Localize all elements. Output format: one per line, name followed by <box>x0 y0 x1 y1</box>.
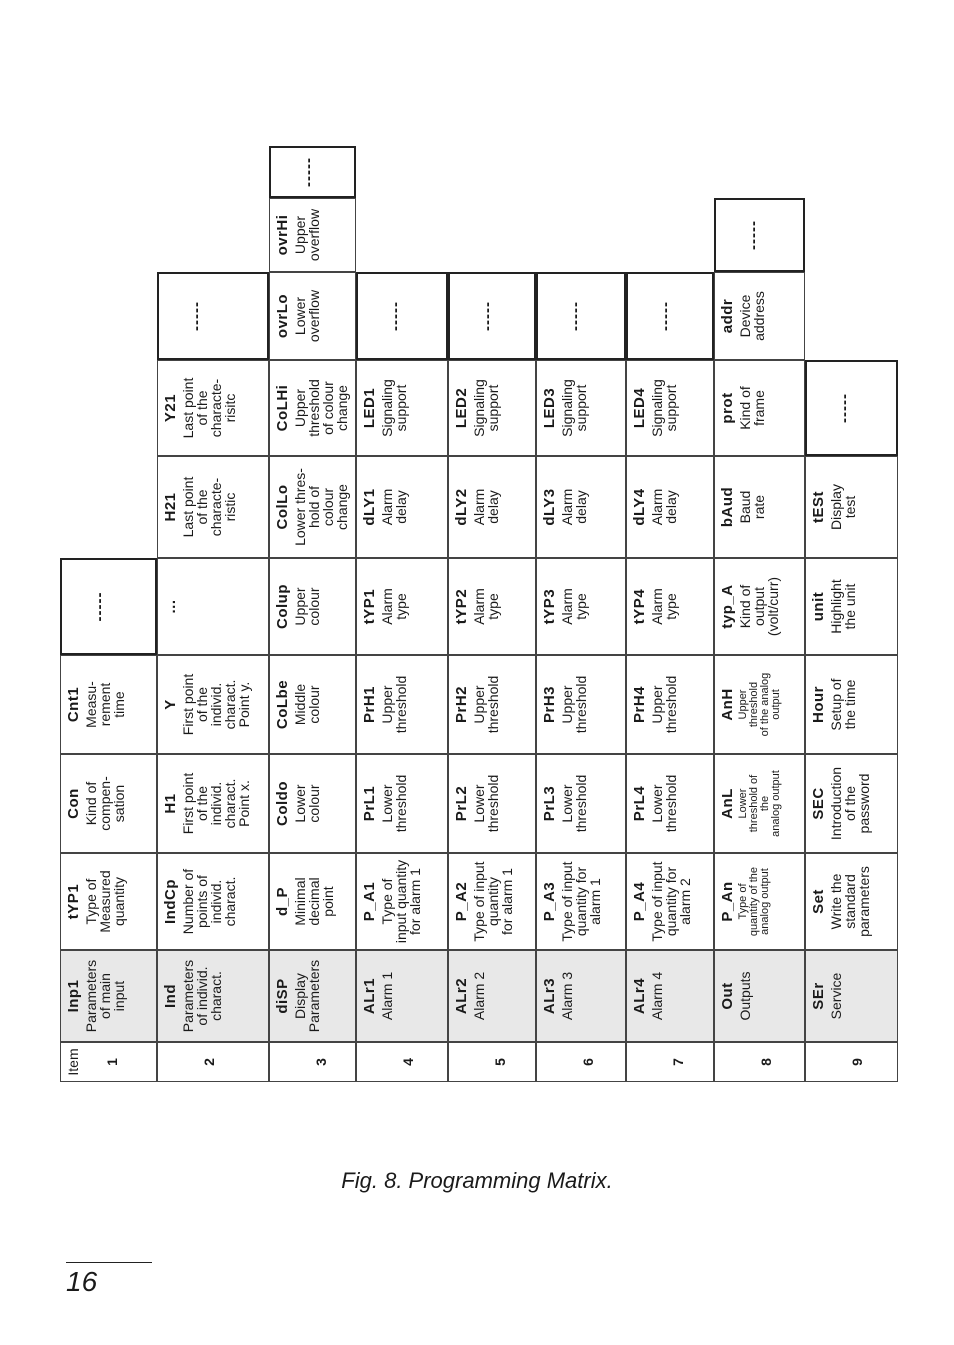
parameter-cell <box>626 360 714 456</box>
item-number: 5 <box>492 1058 508 1066</box>
parameter-code: ColLo <box>274 484 291 530</box>
parameter-cell <box>157 558 269 655</box>
parameter-description: Alarm type <box>559 588 589 625</box>
parameter-code: SEr <box>810 982 827 1010</box>
parameter-cell <box>269 558 356 655</box>
parameter-description: Upper threshold of colour change <box>292 379 350 437</box>
menu-group-cell <box>269 950 356 1042</box>
parameter-code: tYP4 <box>631 588 648 625</box>
empty-cell <box>269 146 356 198</box>
parameter-code: Colup <box>274 584 291 629</box>
parameter-description: Lower threshold <box>471 774 501 833</box>
parameter-description: Upper threshold <box>379 675 409 734</box>
parameter-description: Alarm delay <box>649 488 679 526</box>
parameter-cell <box>536 558 626 655</box>
parameter-description: First point of the individ. charact. Point y. <box>180 673 252 736</box>
parameter-code: P_A2 <box>453 881 470 922</box>
parameter-cell <box>714 360 805 456</box>
parameter-cell <box>805 558 898 655</box>
parameter-cell <box>157 754 269 853</box>
parameter-description: Lower threshold <box>559 774 589 833</box>
parameter-code: tYP3 <box>541 588 558 625</box>
parameter-cell <box>269 360 356 456</box>
parameter-code: Set <box>810 889 827 914</box>
parameter-code: dLY3 <box>541 488 558 526</box>
parameter-code: ALr2 <box>453 977 470 1015</box>
parameter-cell <box>157 360 269 456</box>
parameter-code: Con <box>65 788 82 819</box>
parameter-code: P_A4 <box>631 881 648 922</box>
empty-cell <box>626 272 714 360</box>
empty-cell <box>60 558 157 655</box>
parameter-description: Lower threshold <box>649 774 679 833</box>
empty-marker: ----- <box>836 393 853 423</box>
parameter-description: Alarm delay <box>471 488 501 526</box>
parameter-cell <box>626 754 714 853</box>
item-number-cell <box>805 1042 898 1082</box>
parameter-code: ovrLo <box>274 293 291 339</box>
parameter-code: P_A3 <box>541 881 558 922</box>
parameter-code: bAud <box>719 486 736 528</box>
empty-cell <box>714 198 805 272</box>
empty-marker: ----- <box>387 301 404 331</box>
parameter-code: CoLHi <box>274 384 291 432</box>
menu-group-cell <box>536 950 626 1042</box>
parameter-cell <box>269 853 356 950</box>
parameter-description: Lower colour <box>292 784 322 823</box>
parameter-code: P_An <box>719 881 736 922</box>
parameter-code: AnH <box>719 688 736 721</box>
parameter-code: Y <box>162 699 179 710</box>
empty-marker: ----- <box>567 301 584 331</box>
parameter-cell <box>60 853 157 950</box>
parameter-code: Inp1 <box>65 979 82 1013</box>
parameter-cell <box>356 853 448 950</box>
item-number-cell <box>269 1042 356 1082</box>
parameter-code: ALr3 <box>541 977 558 1015</box>
item-number-cell <box>356 1042 448 1082</box>
parameter-code: ALr4 <box>631 977 648 1015</box>
parameter-description: Upper threshold of the analog output <box>737 672 782 737</box>
parameter-description: Introduction of the password <box>828 766 872 841</box>
empty-cell <box>157 272 269 360</box>
parameter-description: Upper threshold <box>559 675 589 734</box>
parameter-description: Upper threshold <box>649 675 679 734</box>
parameter-code: tYP1 <box>65 883 82 920</box>
parameter-code: Out <box>719 982 736 1010</box>
parameter-code: PrH4 <box>631 685 648 724</box>
menu-group-cell <box>714 950 805 1042</box>
parameter-code: Coldo <box>274 781 291 826</box>
item-number: 3 <box>313 1058 329 1066</box>
parameter-cell <box>356 655 448 754</box>
parameter-cell <box>269 655 356 754</box>
parameter-code: PrL1 <box>361 785 378 822</box>
menu-group-cell <box>356 950 448 1042</box>
parameter-cell <box>626 456 714 558</box>
menu-group-cell <box>448 950 536 1042</box>
parameter-cell <box>536 754 626 853</box>
parameter-cell <box>805 456 898 558</box>
parameter-code: dLY4 <box>631 488 648 526</box>
parameter-code: ALr1 <box>361 977 378 1015</box>
item-number: 4 <box>400 1058 416 1066</box>
parameter-code: d_P <box>274 887 291 917</box>
parameter-description: Alarm type <box>471 588 501 625</box>
empty-cell <box>805 360 898 456</box>
parameter-code: LED3 <box>541 387 558 429</box>
parameter-cell <box>269 754 356 853</box>
parameter-description: Type of input quantity for alarm 1 <box>379 859 423 944</box>
parameter-code: unit <box>810 591 827 622</box>
parameter-description: Type of input quantity for alarm 2 <box>649 861 693 942</box>
parameter-description: Upper threshold <box>471 675 501 734</box>
parameter-cell <box>626 655 714 754</box>
empty-marker: ----- <box>300 157 317 187</box>
empty-cell <box>536 272 626 360</box>
parameter-cell <box>626 853 714 950</box>
parameter-code: AnL <box>719 788 736 819</box>
parameter-cell <box>626 558 714 655</box>
parameter-cell <box>805 754 898 853</box>
item-number: 6 <box>580 1058 596 1066</box>
parameter-description: Display Parameters <box>292 959 322 1033</box>
parameter-cell <box>714 655 805 754</box>
page-number: 16 <box>66 1266 98 1297</box>
parameter-cell <box>448 360 536 456</box>
item-number: 9 <box>849 1058 865 1066</box>
parameter-cell <box>269 272 356 360</box>
parameter-cell <box>356 456 448 558</box>
parameter-code: Cnt1 <box>65 686 82 723</box>
parameter-cell <box>356 558 448 655</box>
parameter-code: IndCp <box>162 879 179 924</box>
item-number: 7 <box>670 1058 686 1066</box>
parameter-description: Type of quantity of the analog output <box>737 866 771 937</box>
item-number-cell <box>448 1042 536 1082</box>
parameter-cell <box>448 558 536 655</box>
parameter-description: Outputs <box>737 971 753 1021</box>
parameter-code: Hour <box>810 686 827 723</box>
empty-marker: ----- <box>91 591 108 622</box>
parameter-description: Type of input quantity for alarm 1 <box>471 861 515 942</box>
parameter-description: Parameters of main input <box>83 959 127 1033</box>
menu-group-cell <box>60 950 157 1042</box>
parameter-cell <box>805 655 898 754</box>
parameter-code: CoLbe <box>274 679 291 730</box>
parameter-description: Measu- rement time <box>83 681 127 728</box>
parameter-description: Alarm 1 <box>379 971 395 1021</box>
parameter-code: PrH1 <box>361 685 378 724</box>
parameter-description: Signaling support <box>379 379 409 437</box>
item-number: 1 <box>104 1058 120 1066</box>
parameter-description: Alarm delay <box>379 488 409 526</box>
parameter-description: Upper overflow <box>292 208 322 262</box>
parameter-description: Lower threshold <box>379 774 409 833</box>
parameter-code: dLY2 <box>453 488 470 526</box>
parameter-code: dLY1 <box>361 488 378 526</box>
parameter-code: LED2 <box>453 387 470 429</box>
parameter-description: Alarm 2 <box>471 971 487 1021</box>
parameter-description: Lower thres- hold of colour change <box>292 468 350 546</box>
item-number-cell <box>157 1042 269 1082</box>
menu-group-cell <box>805 950 898 1042</box>
figure-caption: Fig. 8. Programming Matrix. <box>341 1168 613 1193</box>
parameter-description: Write the standard parameters <box>828 866 872 937</box>
parameter-code: SEC <box>810 787 827 820</box>
parameter-code: PrH2 <box>453 685 470 724</box>
parameter-description: Kind of output (volt/curr) <box>737 576 781 637</box>
parameter-cell <box>157 456 269 558</box>
parameter-description: Setup of the time <box>828 678 858 731</box>
parameter-code: tYP1 <box>361 588 378 625</box>
parameter-description: Kind of frame <box>737 386 767 430</box>
parameter-cell <box>714 754 805 853</box>
parameter-code: H21 <box>162 492 179 522</box>
item-number-cell <box>60 1042 157 1082</box>
parameter-description: Alarm type <box>379 588 409 625</box>
parameter-description: Parameters of individ. charact. <box>180 959 224 1033</box>
parameter-cell <box>356 360 448 456</box>
parameter-cell <box>157 655 269 754</box>
parameter-cell <box>269 198 356 272</box>
parameter-code: addr <box>719 298 736 334</box>
parameter-code: PrL4 <box>631 785 648 822</box>
parameter-code: PrL3 <box>541 785 558 822</box>
empty-marker: ----- <box>479 301 496 331</box>
parameter-description: Lower threshold of the analog output <box>737 770 782 837</box>
parameter-code: LED4 <box>631 387 648 429</box>
parameter-description: Minimal decimal point <box>292 877 336 926</box>
empty-marker: ----- <box>745 220 762 250</box>
programming-matrix <box>60 140 898 1082</box>
parameter-description: Kind of compen- sation <box>83 776 127 831</box>
parameter-code: ovrHi <box>274 214 291 256</box>
parameter-description: Alarm 4 <box>649 971 665 1021</box>
parameter-cell <box>448 456 536 558</box>
parameter-description: Upper colour <box>292 587 322 626</box>
parameter-code: prot <box>719 392 736 424</box>
item-number-cell <box>536 1042 626 1082</box>
parameter-cell <box>448 655 536 754</box>
parameter-cell <box>60 655 157 754</box>
parameter-description: Type of input quantity for alarm 1 <box>559 861 603 942</box>
parameter-cell <box>536 456 626 558</box>
parameter-code: tESt <box>810 491 827 523</box>
parameter-cell <box>356 754 448 853</box>
parameter-description: Highlight the unit <box>828 579 858 634</box>
item-number-cell <box>714 1042 805 1082</box>
parameter-description: Display test <box>828 484 858 530</box>
parameter-description: Number of points of individ. charact. <box>180 868 238 935</box>
parameter-description: Last point of the characte- risitc <box>180 377 238 439</box>
parameter-cell <box>805 853 898 950</box>
parameter-description: Type of Measured quantity <box>83 870 127 933</box>
parameter-description: Signaling support <box>649 379 679 437</box>
parameter-cell <box>536 360 626 456</box>
parameter-cell <box>60 754 157 853</box>
parameter-cell <box>157 853 269 950</box>
parameter-cell <box>448 853 536 950</box>
parameter-cell <box>448 754 536 853</box>
empty-cell <box>448 272 536 360</box>
parameter-cell <box>536 853 626 950</box>
parameter-description: Signaling support <box>559 379 589 437</box>
item-header: Item <box>65 1048 81 1076</box>
empty-cell <box>356 272 448 360</box>
parameter-cell <box>269 456 356 558</box>
parameter-code: H1 <box>162 793 179 814</box>
empty-marker: ----- <box>188 301 205 331</box>
item-number: 2 <box>201 1058 217 1066</box>
parameter-description: Device address <box>737 291 767 341</box>
matrix-grid <box>60 140 898 1082</box>
parameter-code: PrH3 <box>541 685 558 724</box>
parameter-code: P_A1 <box>361 881 378 922</box>
item-number: 8 <box>758 1058 774 1066</box>
parameter-description: First point of the individ. charact. Point x. <box>180 772 252 835</box>
parameter-cell <box>714 456 805 558</box>
parameter-code: Y21 <box>162 393 179 423</box>
parameter-cell <box>714 272 805 360</box>
parameter-description: Signaling support <box>471 379 501 437</box>
page-number-rule <box>66 1262 152 1263</box>
parameter-code: tYP2 <box>453 588 470 625</box>
parameter-code: LED1 <box>361 387 378 429</box>
parameter-code: ... <box>162 599 179 614</box>
empty-marker: ----- <box>657 301 674 331</box>
parameter-code: PrL2 <box>453 785 470 822</box>
menu-group-cell <box>626 950 714 1042</box>
parameter-cell <box>714 853 805 950</box>
parameter-description: Middle colour <box>292 683 322 726</box>
parameter-code: typ_A <box>719 584 736 629</box>
parameter-description: Alarm delay <box>559 488 589 526</box>
parameter-description: Alarm 3 <box>559 971 575 1021</box>
parameter-description: Alarm type <box>649 588 679 625</box>
parameter-code: diSP <box>274 978 291 1014</box>
menu-group-cell <box>157 950 269 1042</box>
parameter-description: Lower overflow <box>292 289 322 343</box>
item-number-cell <box>626 1042 714 1082</box>
parameter-cell <box>714 558 805 655</box>
parameter-description: Service <box>828 972 844 1020</box>
parameter-description: Last point of the characte- ristic <box>180 476 238 538</box>
parameter-code: Ind <box>162 984 179 1008</box>
parameter-description: Baud rate <box>737 490 767 524</box>
parameter-cell <box>536 655 626 754</box>
